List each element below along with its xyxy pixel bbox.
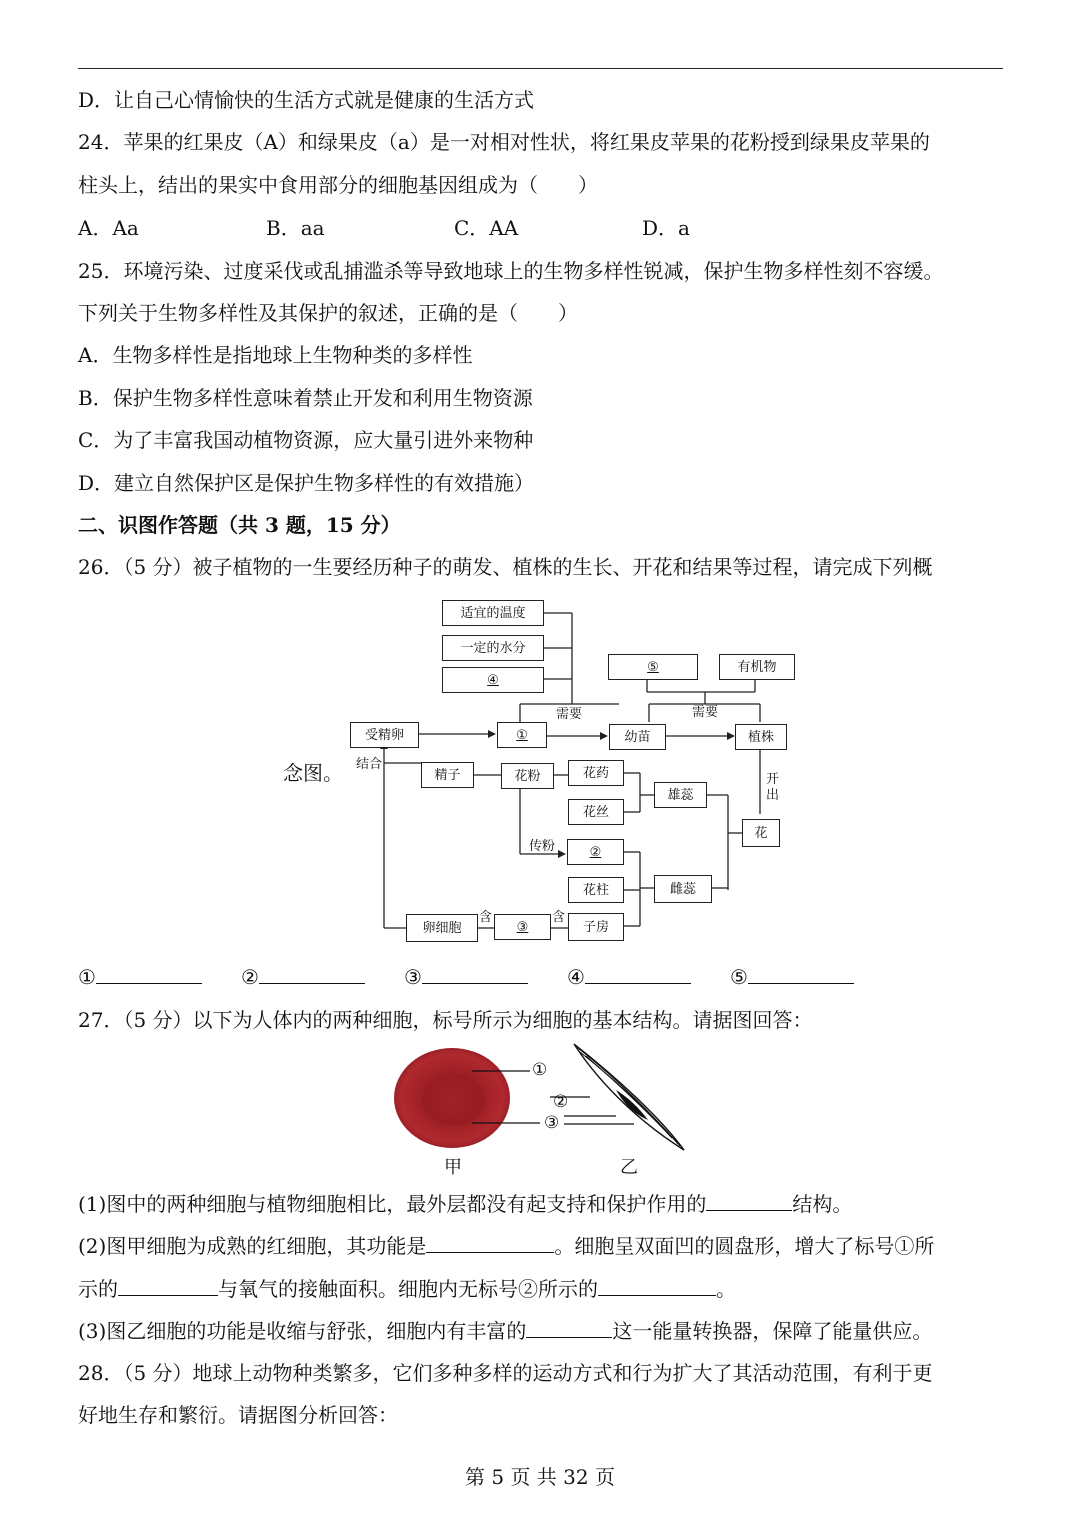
q28-stem-line1: 28．（5 分）地球上动物种类繁多，它们多种多样的运动方式和行为扩大了其活动范围，有利于更 (78, 1361, 933, 1385)
box-water: 一定的水分 (442, 635, 544, 661)
box-blank-1: ① (497, 722, 547, 748)
cell-label-1: ① (532, 1060, 548, 1080)
label-need-1: 需要 (556, 707, 583, 722)
box-blank-3: ③ (494, 914, 551, 940)
box-pollen: 花粉 (501, 763, 554, 789)
q25-option-c: C．为了丰富我国动植物资源，应大量引进外来物种 (78, 428, 534, 452)
q24-option-b: B．aa (266, 216, 325, 240)
box-pistil: 雌蕊 (654, 875, 712, 903)
q25-option-b: B．保护生物多样性意味着禁止开发和利用生物资源 (78, 386, 533, 410)
q27-stem: 27．（5 分）以下为人体内的两种细胞，标号所示为细胞的基本结构。请据图回答： (78, 1008, 813, 1032)
q27-part2-line1: (2)图甲细胞为成熟的红细胞，其功能是 。细胞呈双面凹的圆盘形，增大了标号①所 (78, 1234, 935, 1258)
box-seedling: 幼苗 (609, 724, 666, 750)
box-anther: 花药 (568, 760, 624, 786)
cell-label-2: ② (553, 1092, 569, 1112)
q25-stem-line1: 25．环境污染、过度采伐或乱捕滥杀等导致地球上的生物多样性锐减，保护生物多样性刻不容缓。 (78, 259, 944, 283)
q26-answer-2[interactable]: ② (241, 963, 365, 991)
label-bloom: 开出 (766, 772, 780, 803)
box-filament: 花丝 (568, 799, 624, 825)
q27-blank-5[interactable] (526, 1317, 612, 1338)
box-blank-5: ⑤ (608, 654, 698, 680)
label-combine: 结合 (356, 757, 383, 772)
q26-answer-4[interactable]: ④ (567, 963, 691, 991)
q27-blank-1[interactable] (706, 1190, 792, 1211)
cell-caption-jia: 甲 (444, 1157, 462, 1178)
box-blank-2: ② (567, 839, 624, 865)
q26-answer-1[interactable]: ① (78, 963, 202, 991)
q27-part2-line2: 示的 与氧气的接触面积。细胞内无标号②所示的 。 (78, 1277, 736, 1301)
label-contain-1: 含 (479, 910, 493, 925)
page-footer: 第 5 页 共 32 页 (465, 1465, 615, 1489)
q25-option-d: D．建立自然保护区是保护生物多样性的有效措施） (78, 471, 535, 495)
q23-option-d: D．让自己心情愉快的生活方式就是健康的生活方式 (78, 88, 535, 112)
q27-blank-4[interactable] (598, 1275, 716, 1296)
box-stamen: 雄蕊 (654, 782, 707, 808)
cell-label-3: ③ (544, 1113, 560, 1133)
cells-figure (380, 1040, 700, 1160)
box-organic-matter: 有机物 (719, 654, 795, 680)
muscle-cell (574, 1044, 684, 1150)
q24-option-c: C．AA (454, 216, 519, 240)
section-heading: 二、识图作答题（共 3 题，15 分） (78, 513, 401, 537)
box-sperm: 精子 (421, 762, 474, 788)
box-egg-cell: 卵细胞 (406, 914, 478, 942)
box-style: 花柱 (568, 877, 624, 903)
q24-stem-line1: 24．苹果的红果皮（A）和绿果皮（a）是一对相对性状，将红果皮苹果的花粉授到绿果皮苹果的 (78, 130, 930, 154)
q26-stem-line2: 念图。 (283, 761, 343, 785)
q25-option-a: A．生物多样性是指地球上生物种类的多样性 (78, 343, 473, 367)
q25-stem-line2: 下列关于生物多样性及其保护的叙述，正确的是（ ） (78, 301, 578, 325)
box-zygote: 受精卵 (350, 722, 419, 748)
label-need-2: 需要 (692, 705, 719, 720)
q24-option-d: D．a (642, 216, 690, 240)
q26-answer-5[interactable]: ⑤ (730, 963, 854, 991)
q24-option-a: A．Aa (78, 216, 139, 240)
box-blank-4: ④ (442, 667, 544, 693)
q27-part1: (1)图中的两种细胞与植物细胞相比，最外层都没有起支持和保护作用的 结构。 (78, 1192, 853, 1216)
box-plant: 植株 (735, 724, 787, 750)
cell-caption-yi: 乙 (620, 1157, 638, 1178)
label-contain-2: 含 (552, 910, 566, 925)
q27-part3: (3)图乙细胞的功能是收缩与舒张，细胞内有丰富的 这一能量转换器，保障了能量供应。 (78, 1319, 933, 1343)
q28-stem-line2: 好地生存和繁衍。请据图分析回答： (78, 1403, 398, 1427)
label-pollination: 传粉 (529, 839, 556, 854)
q26-stem-line1: 26．（5 分）被子植物的一生要经历种子的萌发、植株的生长、开花和结果等过程，请完成下列概 (78, 555, 933, 579)
q24-stem-line2: 柱头上，结出的果实中食用部分的细胞基因组成为（ ） (78, 173, 598, 197)
q26-answer-3[interactable]: ③ (404, 963, 528, 991)
box-ovary: 子房 (568, 913, 624, 941)
q27-blank-3[interactable] (118, 1275, 218, 1296)
box-suitable-temperature: 适宜的温度 (442, 600, 544, 626)
q27-blank-2[interactable] (426, 1232, 554, 1253)
box-flower: 花 (742, 819, 780, 847)
